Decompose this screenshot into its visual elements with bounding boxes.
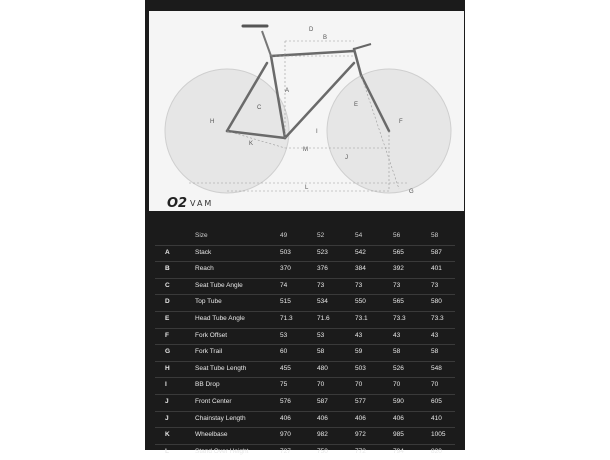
row-letter: E: [165, 314, 170, 322]
row-label: Front Center: [195, 397, 232, 405]
row-letter: F: [165, 331, 169, 339]
row-letter: I: [165, 381, 167, 389]
label-B: B: [323, 35, 328, 41]
size-52: 52: [317, 232, 325, 239]
row-value: 794: [393, 447, 404, 455]
table-row: [155, 377, 455, 394]
row-label: Head Tube Angle: [195, 314, 245, 322]
row-value: 70: [431, 381, 439, 389]
row-label: BB Drop: [195, 381, 220, 389]
row-letter: G: [165, 348, 171, 356]
row-letter: K: [165, 431, 170, 439]
label-E: E: [354, 102, 359, 108]
row-value: 526: [393, 364, 404, 372]
row-value: 515: [280, 298, 291, 306]
row-value: 587: [317, 397, 328, 405]
geometry-table: [155, 229, 455, 460]
row-value: 392: [393, 265, 404, 273]
row-value: 58: [431, 348, 439, 356]
row-value: 406: [317, 414, 328, 422]
row-value: 534: [317, 298, 328, 306]
row-value: 565: [393, 298, 404, 306]
row-label: Stand Over Height: [195, 447, 249, 455]
label-M: M: [303, 147, 308, 153]
row-value: 60: [280, 348, 288, 356]
row-value: 43: [393, 331, 401, 339]
table-body: [155, 245, 455, 460]
row-value: 59: [355, 348, 363, 356]
row-value: 772: [355, 447, 366, 455]
row-value: 590: [393, 397, 404, 405]
brand-logo: O2: [167, 196, 188, 211]
row-letter: J: [165, 414, 169, 422]
table-row: [155, 444, 455, 460]
row-label: Seat Tube Length: [195, 364, 247, 372]
row-value: 577: [355, 397, 366, 405]
row-value: 727: [280, 447, 291, 455]
row-value: 587: [431, 248, 442, 256]
row-value: 576: [280, 397, 291, 405]
row-letter: D: [165, 298, 170, 306]
row-value: 550: [355, 298, 366, 306]
label-D: D: [309, 27, 314, 33]
table-row: [155, 311, 455, 328]
row-value: 73: [393, 281, 401, 289]
row-value: 73.3: [393, 314, 406, 322]
table-row: [155, 361, 455, 378]
row-value: 401: [431, 265, 442, 273]
row-letter: A: [165, 248, 170, 256]
row-value: 565: [393, 248, 404, 256]
table-row: [155, 394, 455, 411]
row-label: Reach: [195, 265, 214, 273]
row-label: Wheelbase: [195, 431, 228, 439]
row-value: 58: [317, 348, 325, 356]
row-letter: B: [165, 265, 170, 273]
row-value: 73: [317, 281, 325, 289]
row-value: 503: [355, 364, 366, 372]
row-label: Chainstay Length: [195, 414, 246, 422]
row-value: 503: [280, 248, 291, 256]
row-value: 71.6: [317, 314, 330, 322]
label-L: L: [305, 185, 309, 191]
table-row: [155, 328, 455, 345]
size-54: 54: [355, 232, 363, 239]
row-value: 542: [355, 248, 366, 256]
row-value: 548: [431, 364, 442, 372]
row-value: 73: [355, 281, 363, 289]
row-value: 70: [317, 381, 325, 389]
row-value: 70: [355, 381, 363, 389]
row-label: Fork Offset: [195, 331, 228, 339]
row-value: 750: [317, 447, 328, 455]
label-I: I: [316, 129, 318, 135]
label-F: F: [399, 119, 403, 125]
row-value: 970: [280, 431, 291, 439]
table-row: [155, 278, 455, 295]
row-value: 75: [280, 381, 288, 389]
row-value: 406: [280, 414, 291, 422]
label-G: G: [409, 189, 414, 195]
row-value: 53: [280, 331, 288, 339]
row-value: 480: [317, 364, 328, 372]
row-value: 71.3: [280, 314, 293, 322]
brand-model: VAM: [190, 199, 214, 208]
row-letter: C: [165, 281, 170, 289]
frame-geometry-diagram: [149, 11, 464, 211]
size-58: 58: [431, 232, 439, 239]
row-value: 43: [431, 331, 439, 339]
row-value: 972: [355, 431, 366, 439]
label-C: C: [257, 105, 262, 111]
row-value: 73.1: [355, 314, 368, 322]
row-value: 580: [431, 298, 442, 306]
bike-drawing: [149, 11, 464, 211]
label-J: J: [345, 155, 348, 161]
row-value: 70: [393, 381, 401, 389]
size-49: 49: [280, 232, 288, 239]
row-label: Seat Tube Angle: [195, 281, 243, 289]
row-label: Top Tube: [195, 298, 222, 306]
row-value: 43: [355, 331, 363, 339]
label-K: K: [249, 141, 254, 147]
label-H: H: [210, 119, 215, 125]
table-row: [155, 411, 455, 428]
row-value: 523: [317, 248, 328, 256]
row-value: 376: [317, 265, 328, 273]
row-letter: J: [165, 397, 169, 405]
row-value: 1005: [431, 431, 446, 439]
table-row: [155, 294, 455, 311]
row-value: 410: [431, 414, 442, 422]
row-label: Fork Trail: [195, 348, 223, 356]
row-value: 384: [355, 265, 366, 273]
size-header: Size: [195, 232, 208, 239]
row-letter: L: [165, 447, 169, 455]
row-letter: H: [165, 364, 170, 372]
row-value: 982: [317, 431, 328, 439]
row-value: 370: [280, 265, 291, 273]
label-A: A: [285, 88, 290, 94]
table-row: [155, 344, 455, 361]
row-value: 820: [431, 447, 442, 455]
table-row: [155, 261, 455, 278]
row-value: 455: [280, 364, 291, 372]
row-value: 605: [431, 397, 442, 405]
size-56: 56: [393, 232, 401, 239]
row-value: 73: [431, 281, 439, 289]
table-header: [155, 229, 455, 245]
row-value: 73.3: [431, 314, 444, 322]
row-value: 406: [355, 414, 366, 422]
row-value: 58: [393, 348, 401, 356]
table-row: [155, 427, 455, 444]
table-row: [155, 245, 455, 262]
row-value: 74: [280, 281, 288, 289]
row-label: Stack: [195, 248, 212, 256]
row-value: 985: [393, 431, 404, 439]
row-value: 406: [393, 414, 404, 422]
row-value: 53: [317, 331, 325, 339]
